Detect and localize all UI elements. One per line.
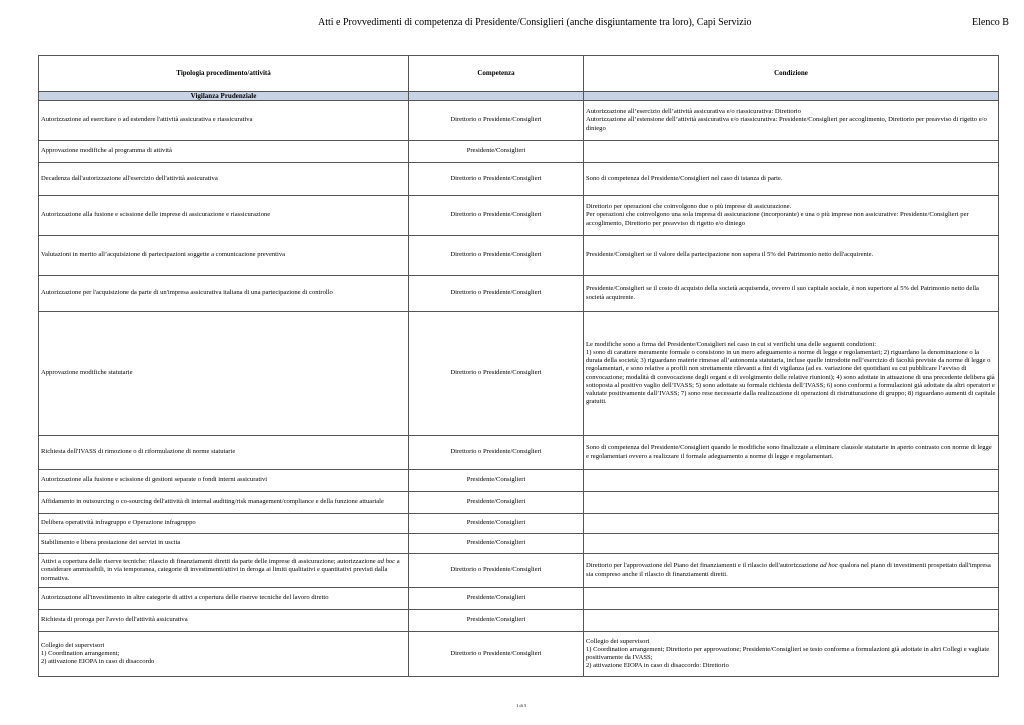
tipologia-cell	[39, 141, 409, 163]
condizione-cell	[584, 492, 999, 514]
condizione-text: 1) sono di carattere meramente formale o consistono in un mero adeguamento a norme di legge e regolamentari; 2) riguardano la denominazione o la durata della società; 3) riguardano materie rimesse all’autonomia statutaria, incluse quelle introdotte nell’esercizio di facoltà previste da norme di legge o regolamentari, e sono relative a profili non strettamente rilevanti a fini di vigilanza (ad es. variazione dei quotidiani su cui pubblicare l’avviso di convocazione; modalità di convocazione degli organi e di svolgimento delle relative riunioni); 4) sono adottate in attuazione di una precedente delibera già sottoposta al positivo vaglio dell’IVASS; 5) sono adottate su formale richiesta dell’IVASS; 6) sono conformi a formulazioni già adottate da altri operatori e valutate positivamente dall’IVASS; 7) sono rese necessarie dalla realizzazione di operazioni di ristrutturazione di gruppo; 8) riguardano aumenti di capitale gratuiti.	[586, 348, 996, 406]
section-empty-cell	[584, 92, 999, 101]
tipologia-text: Affidamento in outsourcing o co-sourcing dell'attività di internal auditing/risk management/compliance e della funzione attuariale	[41, 498, 384, 506]
competence-table	[38, 55, 999, 677]
section-row	[39, 92, 999, 101]
tipologia-cell	[39, 492, 409, 514]
tipologia-text: Approvazione modifiche al programma di attività	[41, 147, 172, 155]
competenza-cell: Direttorio o Presidente/Consiglieri	[409, 554, 584, 588]
tipologia-text: Autorizzazione ad esercitare o ad estendere l'attività assicurativa e riassicurativa	[41, 116, 253, 124]
tipologia-text: 2) attivazione EIOPA in caso di disaccordo	[41, 658, 155, 666]
table-row	[39, 236, 999, 276]
condizione-cell	[584, 534, 999, 554]
table-row	[39, 436, 999, 470]
table-row	[39, 163, 999, 196]
condizione-cell	[584, 236, 999, 276]
condizione-text: Direttorio per l'approvazione del Piano dei finanziamenti e il rilascio dell'autorizzazione ad hoc qualora nel piano di investimenti prospettato dall'impresa sia compreso anche il rilascio di finanziamenti diretti.	[586, 562, 991, 578]
tipologia-text: Collegio dei supervisori	[41, 641, 105, 649]
tipologia-text: Autorizzazione all'investimento in altre categorie di attivi a copertura delle riserve tecniche del lavoro diretto	[41, 594, 329, 602]
condizione-cell	[584, 610, 999, 632]
tipologia-cell	[39, 632, 409, 677]
table-row	[39, 470, 999, 492]
competenza-cell: Direttorio o Presidente/Consiglieri	[409, 101, 584, 141]
tipologia-cell	[39, 436, 409, 470]
tipologia-text: Richiesta di proroga per l'avvio dell'attività assicurativa	[41, 616, 188, 624]
tipologia-cell	[39, 276, 409, 312]
condizione-text: Autorizzazione all’estensione dell’attività assicurativa e/o riassicurativa: Presidente/Consiglieri per accoglimento, Direttorio per preavviso di rigetto e/o diniego	[586, 116, 987, 132]
table-row	[39, 632, 999, 677]
section-empty-cell	[409, 92, 584, 101]
tipologia-cell	[39, 196, 409, 236]
table-row	[39, 610, 999, 632]
column-header-competenza: Competenza	[409, 56, 584, 92]
tipologia-text: Stabilimento e libera prestazione dei servizi in uscita	[41, 539, 181, 547]
document-title: Atti e Provvedimenti di competenza di Presidente/Consiglieri (anche disgiuntamente tra loro), Capi Servizio	[318, 17, 752, 28]
competenza-cell: Direttorio o Presidente/Consiglieri	[409, 196, 584, 236]
condizione-text: Autorizzazione all’esercizio dell’attività assicurativa e/o riassicurativa: Direttorio	[586, 108, 801, 116]
competenza-cell: Direttorio o Presidente/Consiglieri	[409, 436, 584, 470]
tipologia-cell	[39, 236, 409, 276]
column-header-condizione: Condizione	[584, 56, 999, 92]
tipologia-text: 1) Coordination arrangement;	[41, 649, 120, 657]
competenza-cell: Direttorio o Presidente/Consiglieri	[409, 236, 584, 276]
table-row	[39, 276, 999, 312]
competenza-cell: Presidente/Consiglieri	[409, 534, 584, 554]
table-row	[39, 514, 999, 534]
tipologia-text: Valutazioni in merito all’acquisizione di partecipazioni soggette a comunicazione preventiva	[41, 251, 286, 259]
table-row	[39, 312, 999, 436]
tipologia-cell	[39, 101, 409, 141]
tipologia-text: Approvazione modifiche statutarie	[41, 369, 133, 377]
tipologia-text: Autorizzazione per l'acquisizione da parte di un'impresa assicurativa italiana di una partecipazione di controllo	[41, 289, 333, 297]
tipologia-cell	[39, 514, 409, 534]
condizione-text: Presidente/Consiglieri se il valore della partecipazione non supera il 5% del Patrimonio netto dell'acquirente.	[586, 251, 874, 259]
tipologia-cell	[39, 588, 409, 610]
tipologia-cell	[39, 610, 409, 632]
competenza-cell: Direttorio o Presidente/Consiglieri	[409, 163, 584, 196]
condizione-cell	[584, 588, 999, 610]
tipologia-text: Autorizzazione alla fusione e scissione delle imprese di assicurazione e riassicurazione	[41, 211, 271, 219]
tipologia-text: Autorizzazione alla fusione e scissione di gestioni separate o fondi interni assicurativi	[41, 476, 268, 484]
tipologia-cell	[39, 163, 409, 196]
table-row	[39, 554, 999, 588]
competenza-cell: Direttorio o Presidente/Consiglieri	[409, 312, 584, 436]
condizione-text: Sono di competenza del Presidente/Consiglieri quando le modifiche sono finalizzate a eliminare clausole statutarie in aperto contrasto con norme di legge e regolamentari ovvero a realizzare il formale adeguamento a norme di legge e regolamentari.	[586, 444, 992, 460]
section-title: Vigilanza Prudenziale	[39, 92, 409, 101]
tipologia-cell	[39, 534, 409, 554]
table-row	[39, 492, 999, 514]
column-header-tipologia: Tipologia procedimento/attività	[39, 56, 409, 92]
condizione-cell	[584, 312, 999, 436]
list-label: Elenco B	[972, 17, 1009, 28]
condizione-text: Le modifiche sono a firma del Presidente/Consiglieri nel caso in cui si verifichi una delle seguenti condizioni:	[586, 340, 877, 348]
table-row	[39, 101, 999, 141]
condizione-text: Sono di competenza del Presidente/Consiglieri nel caso di istanza di parte.	[586, 174, 783, 182]
condizione-cell	[584, 163, 999, 196]
tipologia-cell	[39, 470, 409, 492]
table-row	[39, 534, 999, 554]
table-header-row	[39, 56, 999, 92]
competenza-cell: Presidente/Consiglieri	[409, 470, 584, 492]
condizione-cell	[584, 276, 999, 312]
condizione-text: 2) attivazione EIOPA in caso di disaccordo: Direttorio	[586, 662, 729, 670]
tipologia-text: Decadenza dall'autorizzazione all'esercizio dell'attività assicurativa	[41, 174, 218, 182]
competenza-cell: Presidente/Consiglieri	[409, 588, 584, 610]
tipologia-text: Delibera operatività infragruppo e Operazione infragruppo	[41, 519, 196, 527]
condizione-cell	[584, 101, 999, 141]
condizione-cell	[584, 514, 999, 534]
condizione-text: 1) Coordination arrangement; Direttorio per approvazione; Presidente/Consiglieri se testo conforme a formulazioni già adottate in altri Collegi e vagliate positivamente da IVASS;	[586, 645, 990, 661]
condizione-cell	[584, 141, 999, 163]
table-row	[39, 141, 999, 163]
condizione-cell	[584, 436, 999, 470]
tipologia-text: Richiesta dell'IVASS di rimozione o di riformulazione di norme statutarie	[41, 448, 236, 456]
condizione-cell	[584, 196, 999, 236]
competenza-cell: Presidente/Consiglieri	[409, 141, 584, 163]
page-number: 1 di 5	[516, 703, 527, 708]
condizione-text: Collegio dei supervisori	[586, 637, 650, 645]
tipologia-cell	[39, 312, 409, 436]
condizione-cell	[584, 632, 999, 677]
competenza-cell: Presidente/Consiglieri	[409, 514, 584, 534]
competenza-cell: Direttorio o Presidente/Consiglieri	[409, 632, 584, 677]
condizione-cell	[584, 470, 999, 492]
condizione-text: Presidente/Consiglieri se il costo di acquisto della società acquisenda, ovvero il suo capitale sociale, è non superiore al 5% del Patrimonio netto della società acquirente.	[586, 285, 979, 301]
table-row	[39, 588, 999, 610]
table-row	[39, 196, 999, 236]
table-body	[39, 92, 999, 677]
tipologia-cell	[39, 554, 409, 588]
competenza-cell: Direttorio o Presidente/Consiglieri	[409, 276, 584, 312]
tipologia-text: Attivi a copertura delle riserve tecniche: rilascio di finanziamenti diretti da parte delle imprese di assicurazione; autorizzazione ad hoc a considerare ammissibili, in via temporanea, categorie di investimenti/attivi in deroga ai limiti qualitativi e quantitativi previsti dalla normativa.	[41, 558, 400, 582]
condizione-text: Per operazioni che coinvolgono una sola impresa di assicurazione (incorporante) e una o più imprese non assicurative: Presidente/Consiglieri per accoglimento, Direttorio per preavviso di rigetto e/o diniego	[586, 211, 969, 227]
condizione-cell	[584, 554, 999, 588]
competenza-cell: Presidente/Consiglieri	[409, 610, 584, 632]
competenza-cell: Presidente/Consiglieri	[409, 492, 584, 514]
condizione-text: Direttorio per operazioni che coinvolgono due o più imprese di assicurazione.	[586, 203, 792, 211]
